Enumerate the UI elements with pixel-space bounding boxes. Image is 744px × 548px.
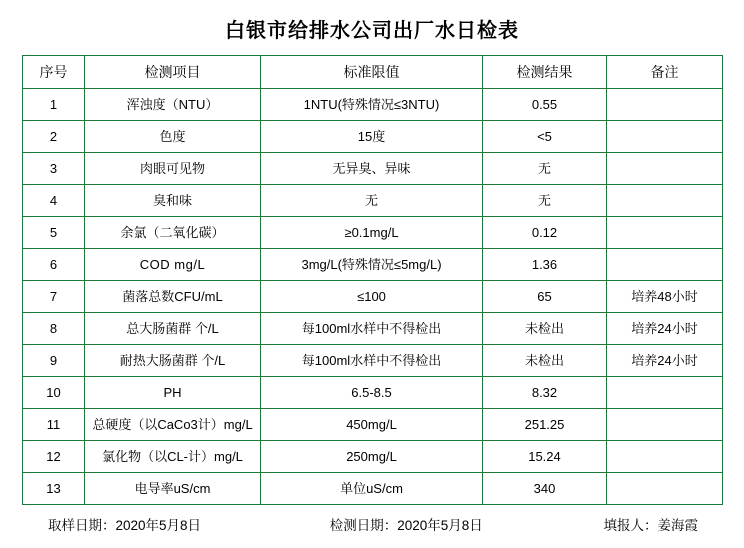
cell-result: 15.24 [483, 441, 607, 473]
cell-item: 总硬度（以CaCo3计）mg/L [85, 409, 261, 441]
table-row [23, 217, 723, 249]
table-row [23, 185, 723, 217]
cell-item: COD mg/L [85, 249, 261, 281]
cell-std: 单位uS/cm [261, 473, 483, 505]
cell-result: 1.36 [483, 249, 607, 281]
table-row [23, 441, 723, 473]
cell-note: 培养24小时 [607, 345, 723, 377]
water-quality-table [22, 55, 723, 505]
reporter-value: 姜海霞 [657, 518, 698, 533]
cell-no: 2 [23, 121, 85, 153]
cell-std: 3mg/L(特殊情况≤5mg/L) [261, 249, 483, 281]
table-row [23, 281, 723, 313]
cell-std: ≤100 [261, 281, 483, 313]
column-header-std: 标准限值 [261, 56, 483, 89]
cell-note [607, 185, 723, 217]
table-row [23, 89, 723, 121]
cell-no: 1 [23, 89, 85, 121]
cell-note [607, 249, 723, 281]
testing-date [330, 514, 483, 534]
column-header-no: 序号 [23, 56, 85, 89]
cell-result: 未检出 [483, 345, 607, 377]
cell-no: 11 [23, 409, 85, 441]
cell-no: 4 [23, 185, 85, 217]
cell-item: 余氯（二氧化碳） [85, 217, 261, 249]
cell-note: 培养24小时 [607, 313, 723, 345]
cell-result: 65 [483, 281, 607, 313]
cell-note [607, 441, 723, 473]
document-footer [22, 505, 722, 534]
table-row [23, 409, 723, 441]
cell-item: 浑浊度（NTU） [85, 89, 261, 121]
cell-std: 无异臭、异味 [261, 153, 483, 185]
cell-note [607, 473, 723, 505]
cell-item: PH [85, 377, 261, 409]
table-row [23, 377, 723, 409]
cell-note [607, 409, 723, 441]
cell-item: 菌落总数CFU/mL [85, 281, 261, 313]
cell-item: 耐热大肠菌群 个/L [85, 345, 261, 377]
reporter-label: 填报人： [603, 518, 658, 533]
cell-result: 无 [483, 185, 607, 217]
table-header-row [23, 56, 723, 89]
cell-no: 5 [23, 217, 85, 249]
cell-item: 电导率uS/cm [85, 473, 261, 505]
cell-result: <5 [483, 121, 607, 153]
cell-result: 251.25 [483, 409, 607, 441]
sampling-date-label: 取样日期： [48, 518, 116, 533]
testing-date-value: 2020年5月8日 [397, 518, 483, 533]
table-row [23, 249, 723, 281]
cell-result: 0.12 [483, 217, 607, 249]
cell-result: 0.55 [483, 89, 607, 121]
cell-note [607, 121, 723, 153]
cell-no: 12 [23, 441, 85, 473]
cell-std: 250mg/L [261, 441, 483, 473]
column-header-note: 备注 [607, 56, 723, 89]
cell-no: 6 [23, 249, 85, 281]
cell-no: 9 [23, 345, 85, 377]
cell-no: 10 [23, 377, 85, 409]
page-title: 白银市给排水公司出厂水日检表 [225, 20, 519, 42]
cell-no: 8 [23, 313, 85, 345]
cell-note [607, 377, 723, 409]
cell-std: 450mg/L [261, 409, 483, 441]
cell-item: 肉眼可见物 [85, 153, 261, 185]
cell-std: 每100ml水样中不得检出 [261, 313, 483, 345]
column-header-item: 检测项目 [85, 56, 261, 89]
cell-item: 臭和味 [85, 185, 261, 217]
cell-result: 8.32 [483, 377, 607, 409]
column-header-result: 检测结果 [483, 56, 607, 89]
table-row [23, 121, 723, 153]
cell-std: 无 [261, 185, 483, 217]
testing-date-label: 检测日期： [329, 518, 398, 533]
cell-std: 15度 [261, 121, 483, 153]
cell-item: 色度 [85, 121, 261, 153]
table-row [23, 313, 723, 345]
sampling-date-value: 2020年5月8日 [115, 518, 202, 533]
cell-std: 1NTU(特殊情况≤3NTU) [261, 89, 483, 121]
cell-note: 培养48小时 [607, 281, 723, 313]
cell-result: 340 [483, 473, 607, 505]
cell-result: 无 [483, 153, 607, 185]
cell-std: ≥0.1mg/L [261, 217, 483, 249]
cell-std: 6.5-8.5 [261, 377, 483, 409]
sampling-date [48, 514, 201, 534]
table-row [23, 345, 723, 377]
cell-note [607, 89, 723, 121]
cell-std: 每100ml水样中不得检出 [261, 345, 483, 377]
cell-note [607, 153, 723, 185]
cell-no: 3 [23, 153, 85, 185]
reporter [604, 514, 699, 534]
cell-no: 7 [23, 281, 85, 313]
cell-item: 氯化物（以CL-计）mg/L [85, 441, 261, 473]
cell-no: 13 [23, 473, 85, 505]
cell-item: 总大肠菌群 个/L [85, 313, 261, 345]
cell-note [607, 217, 723, 249]
table-row [23, 153, 723, 185]
table-row [23, 473, 723, 505]
cell-result: 未检出 [483, 313, 607, 345]
